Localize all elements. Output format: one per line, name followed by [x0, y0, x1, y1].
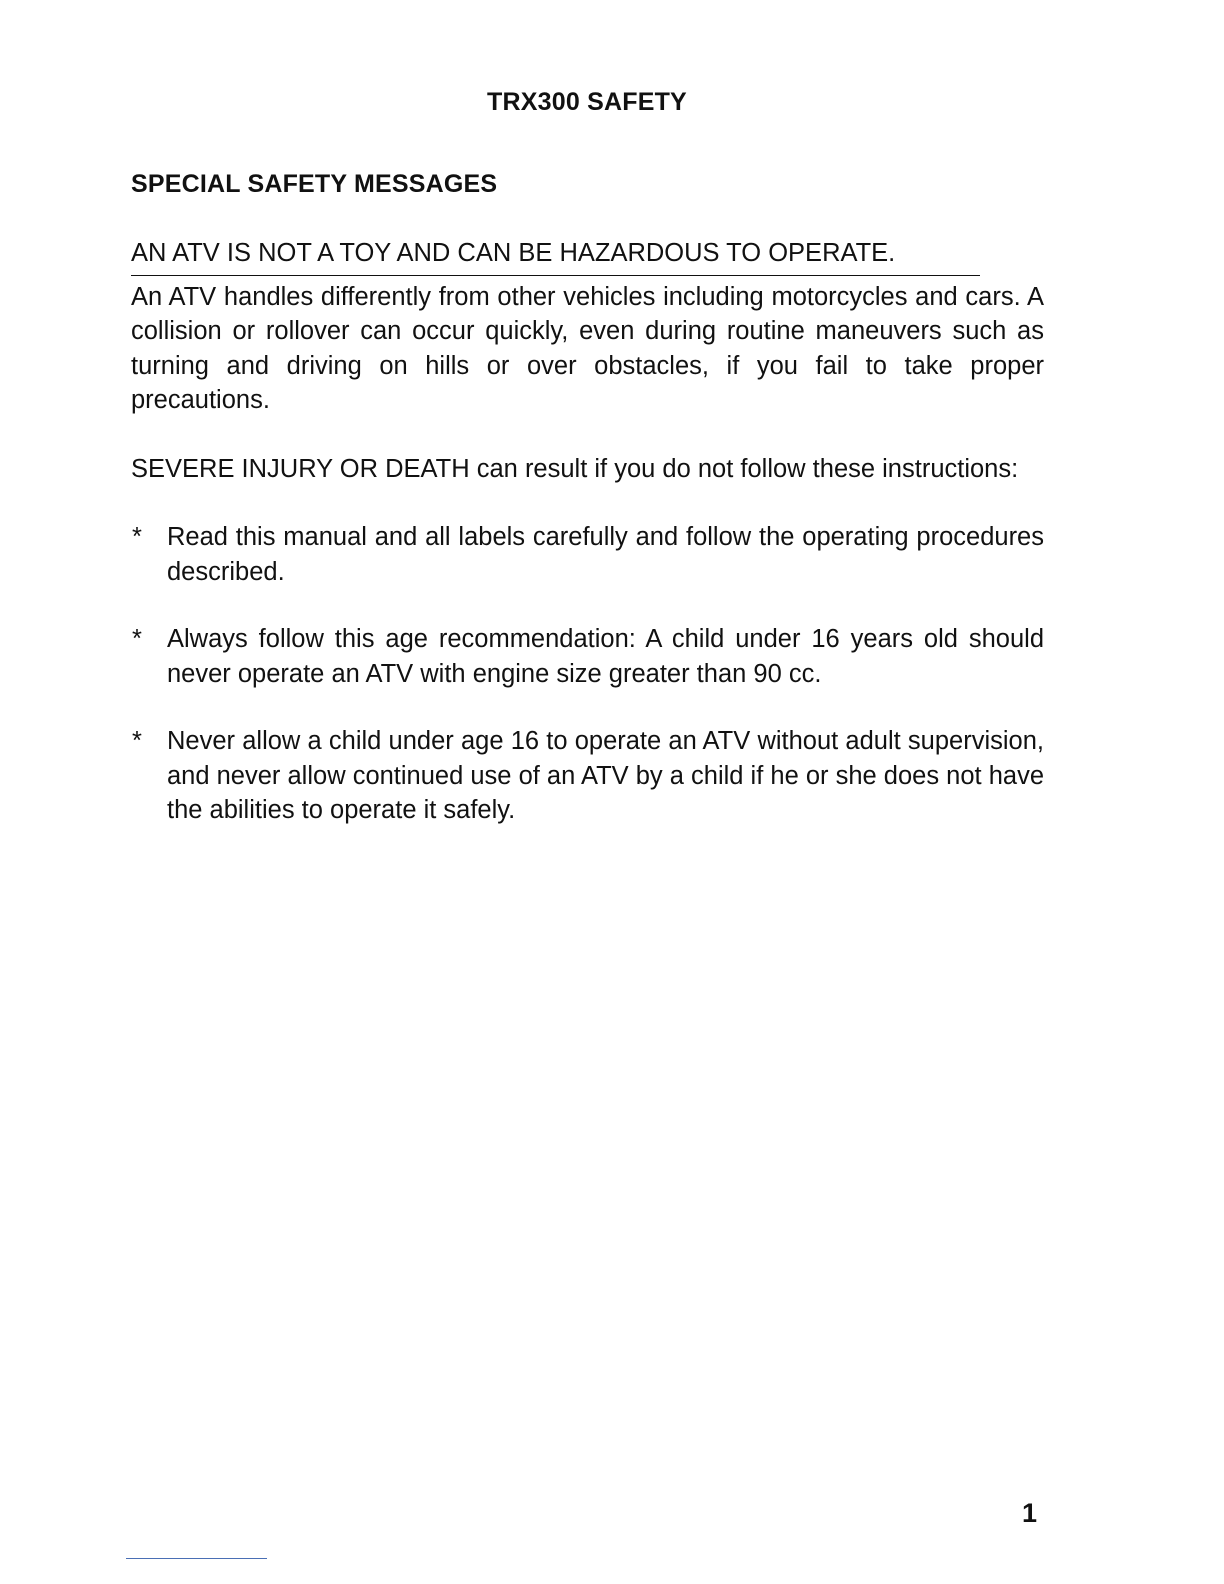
section-heading: SPECIAL SAFETY MESSAGES: [131, 170, 498, 198]
safety-content: [131, 236, 1044, 861]
bullet-asterisk: *: [132, 625, 142, 653]
safety-rules-list: [131, 520, 1044, 828]
warning-heading: AN ATV IS NOT A TOY AND CAN BE HAZARDOUS TO OPERATE.: [131, 236, 980, 276]
list-item: [131, 622, 1044, 691]
intro-paragraph: An ATV handles differently from other vehicles including motorcycles and cars. A collision or rollover can occur quickly, even during routine maneuvers such as turning and driving on hills or over obstacles, if you fail to take proper precautions.: [131, 282, 1044, 414]
rule-text: Never allow a child under age 16 to operate an ATV without adult supervision, and never allow continued use of an ATV by a child if he or she does not have the abilities to operate it safely.: [167, 727, 1045, 824]
rule-text: Always follow this age recommendation: A child under 16 years old should never operate an ATV with engine size greater than 90 cc.: [167, 625, 1044, 688]
footer-divider: [126, 1558, 267, 1559]
page-number: 1: [1022, 1498, 1038, 1528]
page-title: TRX300 SAFETY: [487, 88, 687, 116]
list-item: [131, 520, 1044, 589]
bullet-asterisk: *: [132, 727, 142, 755]
list-item: [131, 724, 1044, 828]
rule-text: Read this manual and all labels carefully and follow the operating procedures described.: [167, 523, 1044, 586]
bullet-asterisk: *: [132, 523, 142, 551]
severe-warning-paragraph: SEVERE INJURY OR DEATH can result if you do not follow these instructions:: [131, 454, 1019, 483]
